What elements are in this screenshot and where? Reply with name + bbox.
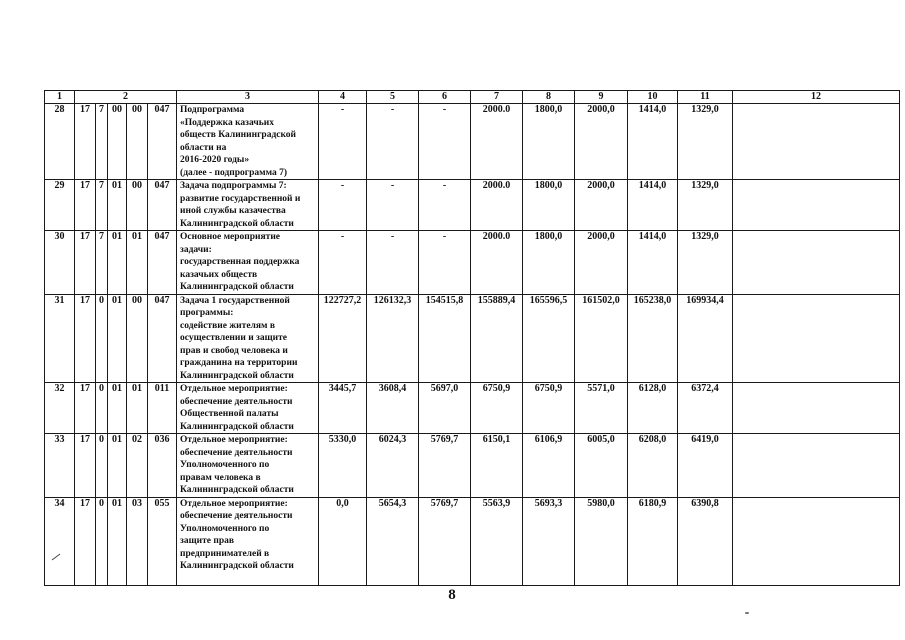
value-cell-col4: 5330,0 xyxy=(319,434,367,498)
value-cell-col10: 6180,9 xyxy=(628,497,678,585)
table-row xyxy=(45,434,900,498)
header-cell-col9: 9 xyxy=(575,91,628,104)
row-number-cell: 29 xyxy=(45,180,75,231)
value-cell-col7: 6150,1 xyxy=(471,434,523,498)
code-cell: 17 xyxy=(75,180,96,231)
value-cell-col10: 1414,0 xyxy=(628,104,678,180)
row-name-cell: Отдельное мероприятие: обеспечение деятельности Уполномоченного по правам человека в Калининградской области xyxy=(177,434,319,498)
row-number-cell: 33 xyxy=(45,434,75,498)
header-cell-col11: 11 xyxy=(678,91,733,104)
value-cell-col9: 5980,0 xyxy=(575,497,628,585)
code-cell: 0 xyxy=(96,383,108,434)
code-cell: 02 xyxy=(127,434,148,498)
value-cell-col8: 165596,5 xyxy=(523,294,575,383)
row-number-cell: 32 xyxy=(45,383,75,434)
table-row xyxy=(45,294,900,383)
row-number-cell: 31 xyxy=(45,294,75,383)
value-cell-col11: 1329,0 xyxy=(678,231,733,295)
code-cell: 00 xyxy=(127,104,148,180)
value-cell-col6: - xyxy=(419,104,471,180)
code-cell: 7 xyxy=(96,231,108,295)
code-cell: 17 xyxy=(75,497,96,585)
value-cell-col10: 6128,0 xyxy=(628,383,678,434)
header-cell-col5: 5 xyxy=(367,91,419,104)
table-header-row xyxy=(45,91,900,104)
value-cell-col7: 2000.0 xyxy=(471,231,523,295)
code-cell: 0 xyxy=(96,294,108,383)
header-cell-col7: 7 xyxy=(471,91,523,104)
value-cell-col8: 1800,0 xyxy=(523,231,575,295)
value-cell-col9: 5571,0 xyxy=(575,383,628,434)
header-cell-col2: 2 xyxy=(75,91,177,104)
value-cell-col6: 154515,8 xyxy=(419,294,471,383)
value-cell-col7: 5563,9 xyxy=(471,497,523,585)
value-cell-col10: 6208,0 xyxy=(628,434,678,498)
value-cell-col6: - xyxy=(419,231,471,295)
value-cell-col10: 1414,0 xyxy=(628,231,678,295)
program-table xyxy=(44,90,900,586)
code-cell: 01 xyxy=(108,434,127,498)
code-cell: 17 xyxy=(75,383,96,434)
code-cell: 00 xyxy=(127,180,148,231)
value-cell-col12 xyxy=(733,434,900,498)
code-cell: 03 xyxy=(127,497,148,585)
value-cell-col7: 155889,4 xyxy=(471,294,523,383)
value-cell-col8: 5693,3 xyxy=(523,497,575,585)
value-cell-col5: - xyxy=(367,231,419,295)
code-cell: 7 xyxy=(96,104,108,180)
value-cell-col7: 6750,9 xyxy=(471,383,523,434)
speck-mark xyxy=(745,612,749,614)
row-name-cell: Основное мероприятие задачи: государственная поддержка казачьих обществ Калининградской области xyxy=(177,231,319,295)
value-cell-col8: 1800,0 xyxy=(523,180,575,231)
value-cell-col9: 6005,0 xyxy=(575,434,628,498)
header-cell-col3: 3 xyxy=(177,91,319,104)
table-row xyxy=(45,180,900,231)
value-cell-col7: 2000.0 xyxy=(471,104,523,180)
value-cell-col5: 126132,3 xyxy=(367,294,419,383)
value-cell-col9: 2000,0 xyxy=(575,231,628,295)
value-cell-col5: - xyxy=(367,180,419,231)
code-cell: 047 xyxy=(148,231,177,295)
code-cell: 00 xyxy=(127,294,148,383)
code-cell: 047 xyxy=(148,104,177,180)
code-cell: 17 xyxy=(75,294,96,383)
value-cell-col4: 122727,2 xyxy=(319,294,367,383)
code-cell: 17 xyxy=(75,104,96,180)
value-cell-col6: 5769,7 xyxy=(419,497,471,585)
value-cell-col9: 2000,0 xyxy=(575,104,628,180)
value-cell-col11: 6372,4 xyxy=(678,383,733,434)
code-cell: 01 xyxy=(127,383,148,434)
value-cell-col10: 165238,0 xyxy=(628,294,678,383)
value-cell-col11: 1329,0 xyxy=(678,104,733,180)
value-cell-col12 xyxy=(733,294,900,383)
header-cell-col12: 12 xyxy=(733,91,900,104)
page-number: 8 xyxy=(448,587,456,603)
table-row xyxy=(45,383,900,434)
value-cell-col5: 6024,3 xyxy=(367,434,419,498)
code-cell: 17 xyxy=(75,231,96,295)
row-name-cell: Задача подпрограммы 7: развитие государственной и иной службы казачества Калининградской области xyxy=(177,180,319,231)
value-cell-col12 xyxy=(733,497,900,585)
value-cell-col11: 1329,0 xyxy=(678,180,733,231)
value-cell-col8: 6106,9 xyxy=(523,434,575,498)
code-cell: 00 xyxy=(108,104,127,180)
code-cell: 01 xyxy=(108,180,127,231)
value-cell-col11: 6390,8 xyxy=(678,497,733,585)
code-cell: 047 xyxy=(148,294,177,383)
code-cell: 01 xyxy=(108,231,127,295)
value-cell-col5: - xyxy=(367,104,419,180)
value-cell-col4: - xyxy=(319,104,367,180)
row-name-cell: Подпрограмма «Поддержка казачьих обществ Калининградской области на 2016-2020 годы» (далее - подпрограмма 7) xyxy=(177,104,319,180)
value-cell-col12 xyxy=(733,104,900,180)
value-cell-col10: 1414,0 xyxy=(628,180,678,231)
code-cell: 01 xyxy=(127,231,148,295)
value-cell-col12 xyxy=(733,383,900,434)
row-name-cell: Задача 1 государственной программы: содействие жителям в осуществлении и защите прав и свобод человека и гражданина на территории Калининградской области xyxy=(177,294,319,383)
code-cell: 7 xyxy=(96,180,108,231)
code-cell: 01 xyxy=(108,383,127,434)
header-cell-col6: 6 xyxy=(419,91,471,104)
code-cell: 0 xyxy=(96,434,108,498)
header-cell-col4: 4 xyxy=(319,91,367,104)
row-name-cell: Отдельное мероприятие: обеспечение деятельности Уполномоченного по защите прав предпринимателей в Калининградской области xyxy=(177,497,319,585)
value-cell-col4: 3445,7 xyxy=(319,383,367,434)
code-cell: 01 xyxy=(108,294,127,383)
header-cell-col8: 8 xyxy=(523,91,575,104)
value-cell-col6: - xyxy=(419,180,471,231)
value-cell-col12 xyxy=(733,180,900,231)
header-cell-col1: 1 xyxy=(45,91,75,104)
code-cell: 055 xyxy=(148,497,177,585)
value-cell-col8: 6750,9 xyxy=(523,383,575,434)
value-cell-col12 xyxy=(733,231,900,295)
row-number-cell: 34 xyxy=(45,497,75,585)
value-cell-col11: 6419,0 xyxy=(678,434,733,498)
value-cell-col8: 1800,0 xyxy=(523,104,575,180)
value-cell-col6: 5769,7 xyxy=(419,434,471,498)
value-cell-col5: 3608,4 xyxy=(367,383,419,434)
code-cell: 011 xyxy=(148,383,177,434)
table-row xyxy=(45,104,900,180)
code-cell: 036 xyxy=(148,434,177,498)
code-cell: 17 xyxy=(75,434,96,498)
header-cell-col10: 10 xyxy=(628,91,678,104)
value-cell-col7: 2000.0 xyxy=(471,180,523,231)
row-number-cell: 30 xyxy=(45,231,75,295)
value-cell-col6: 5697,0 xyxy=(419,383,471,434)
table-row xyxy=(45,497,900,585)
value-cell-col9: 161502,0 xyxy=(575,294,628,383)
value-cell-col11: 169934,4 xyxy=(678,294,733,383)
code-cell: 01 xyxy=(108,497,127,585)
row-number-cell: 28 xyxy=(45,104,75,180)
row-name-cell: Отдельное мероприятие: обеспечение деятельности Общественной палаты Калининградской области xyxy=(177,383,319,434)
code-cell: 0 xyxy=(96,497,108,585)
value-cell-col4: - xyxy=(319,231,367,295)
value-cell-col5: 5654,3 xyxy=(367,497,419,585)
value-cell-col9: 2000,0 xyxy=(575,180,628,231)
value-cell-col4: 0,0 xyxy=(319,497,367,585)
table-row xyxy=(45,231,900,295)
pen-stroke-mark xyxy=(51,553,61,561)
code-cell: 047 xyxy=(148,180,177,231)
value-cell-col4: - xyxy=(319,180,367,231)
